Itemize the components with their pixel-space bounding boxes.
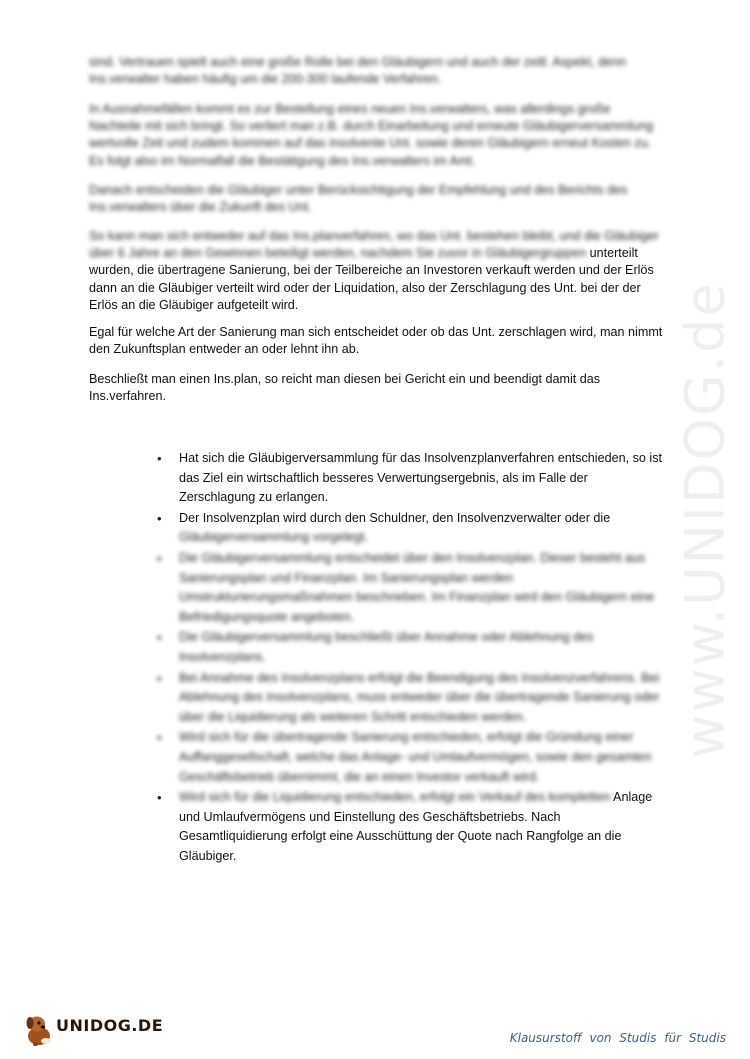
bullet-icon: •	[157, 510, 162, 526]
bullet-icon: •	[157, 630, 162, 646]
paragraph-1	[89, 54, 664, 88]
blurred-text: So kann man sich entweder auf das Ins.planverfahren, wo das Unt. bestehen bleibt, und die Gläubiger über 6 Jahre an den Gewinnen beteiligt werden, nachdem Sie zuvor in Gläubigergruppen	[89, 229, 659, 261]
list-item	[155, 549, 665, 627]
bullet-list	[155, 449, 665, 867]
blurred-text: Wird sich für die übertragende Sanierung entschieden, erfolgt die Gründung einer Auffanggesellschaft, welche das Anlage- und Umlaufvermögen, sowie den gesamten Geschäftsbetrieb übernimmt, die an einen Investor verkauft wird.	[179, 730, 652, 784]
list-item	[155, 728, 665, 787]
bullet-icon: •	[157, 451, 162, 466]
footer-tagline: Klausurstoff von Studis für Studis	[509, 1031, 726, 1045]
list-item	[155, 669, 665, 728]
list-item	[155, 628, 665, 667]
paragraph-2	[89, 101, 664, 170]
list-item-text: Anlage und Umlaufvermögens und Einstellung des Geschäftsbetriebs. Nach Gesamtliquidierung erfolgt eine Ausschüttung der Quote nach Rangfolge an die Gläubiger.	[179, 790, 653, 863]
list-item-text: Der Insolvenzplan wird durch den Schuldner, den Insolvenzverwalter oder die	[179, 510, 611, 525]
bullet-icon: •	[157, 790, 162, 806]
paragraph-3	[89, 182, 664, 216]
logo-text: UNIDOG.DE	[56, 1016, 164, 1035]
paragraph-text: Egal für welche Art der Sanierung man sich entscheidet oder ob das Unt. zerschlagen wird, man nimmt den Zukunftsplan entweder an oder lehnt ihn ab.	[89, 325, 663, 357]
bullet-icon: •	[157, 730, 162, 746]
unidog-logo[interactable]	[22, 1012, 162, 1048]
bullet-icon: •	[157, 670, 162, 686]
blurred-text: Wird sich für die Liquidierung entschieden, erfolgt ein Verkauf des kompletten	[179, 790, 611, 805]
watermark: www.UNIDOG.de	[673, 281, 737, 759]
blurred-text: Bei Annahme des Insolvenzplans erfolgt die Beendigung des Insolvenzverfahrens. Bei Ablehnung des Insolvenzplans, muss entweder über die übertragende Sanierung oder über die Liquidierung als weiteren Schritt entschieden werden.	[179, 670, 660, 724]
list-item-text: Hat sich die Gläubigerversammlung für das Insolvenzplanverfahren entschieden, so ist das Ziel ein wirtschaftlich besseres Verwertungsergebnis, als im Falle der Zerschlagung zu erlangen.	[179, 451, 663, 505]
paragraph-4	[89, 228, 664, 314]
blurred-text: In Ausnahmefällen kommt es zur Bestellung eines neuen Ins.verwalters, was allerdings große Nachteile mit sich bringt. So verliert man z.B. durch Einarbeitung und erneute Gläubigerversammlung wertvolle Zeit und zudem kommen auf das insolvente Unt. sowie deren Gläubigern erneut Kosten zu. Es folgt also im Normalfall die Bestätigung des Ins.verwalters im Amt.	[89, 102, 654, 168]
paragraph-5	[89, 324, 664, 358]
blurred-text: Gläubigerversammlung vorgelegt.	[179, 530, 368, 545]
dog-icon	[22, 1012, 56, 1048]
blurred-text: sind. Vertrauen spielt auch eine große Rolle bei den Gläubigern und auch der zeitl. Aspekt, denn Ins.verwalter haben häufig um die 200-300 laufende Verfahren.	[89, 55, 626, 87]
blurred-text: Die Gläubigerversammlung entscheidet über den Insolvenzplan. Dieser besteht aus Sanierungsplan und Finanzplan. Im Sanierungsplan werden Umstrukturierungsmaßnahmen beschrieben. Im Finanzplan wird den Gläubigern eine Befriedigungsquote angeboten.	[179, 550, 655, 624]
list-item	[155, 449, 665, 508]
paragraph-6	[89, 371, 664, 405]
blurred-text: Die Gläubigerversammlung beschließt über Annahme oder Ablehnung des Insolvenzplans.	[179, 630, 594, 664]
blurred-text: Danach entscheiden die Gläubiger unter Berücksichtigung der Empfehlung und des Berichts des Ins.verwalters über die Zukunft des Unt.	[89, 183, 628, 215]
bullet-icon: •	[157, 550, 162, 566]
paragraph-text: unterteilt wurden, die übertragene Sanierung, bei der Teilbereiche an Investoren verkauft werden und der Erlös dann an die Gläubiger verteilt wird oder der Liquidation, also der Zerschlagung des Unt. bei der der Erlös an die Gläubiger aufgeteilt wird.	[89, 246, 654, 312]
paragraph-text: Beschließt man einen Ins.plan, so reicht man diesen bei Gericht ein und beendigt damit das Ins.verfahren.	[89, 372, 601, 404]
list-item	[155, 509, 665, 548]
list-item	[155, 788, 665, 866]
